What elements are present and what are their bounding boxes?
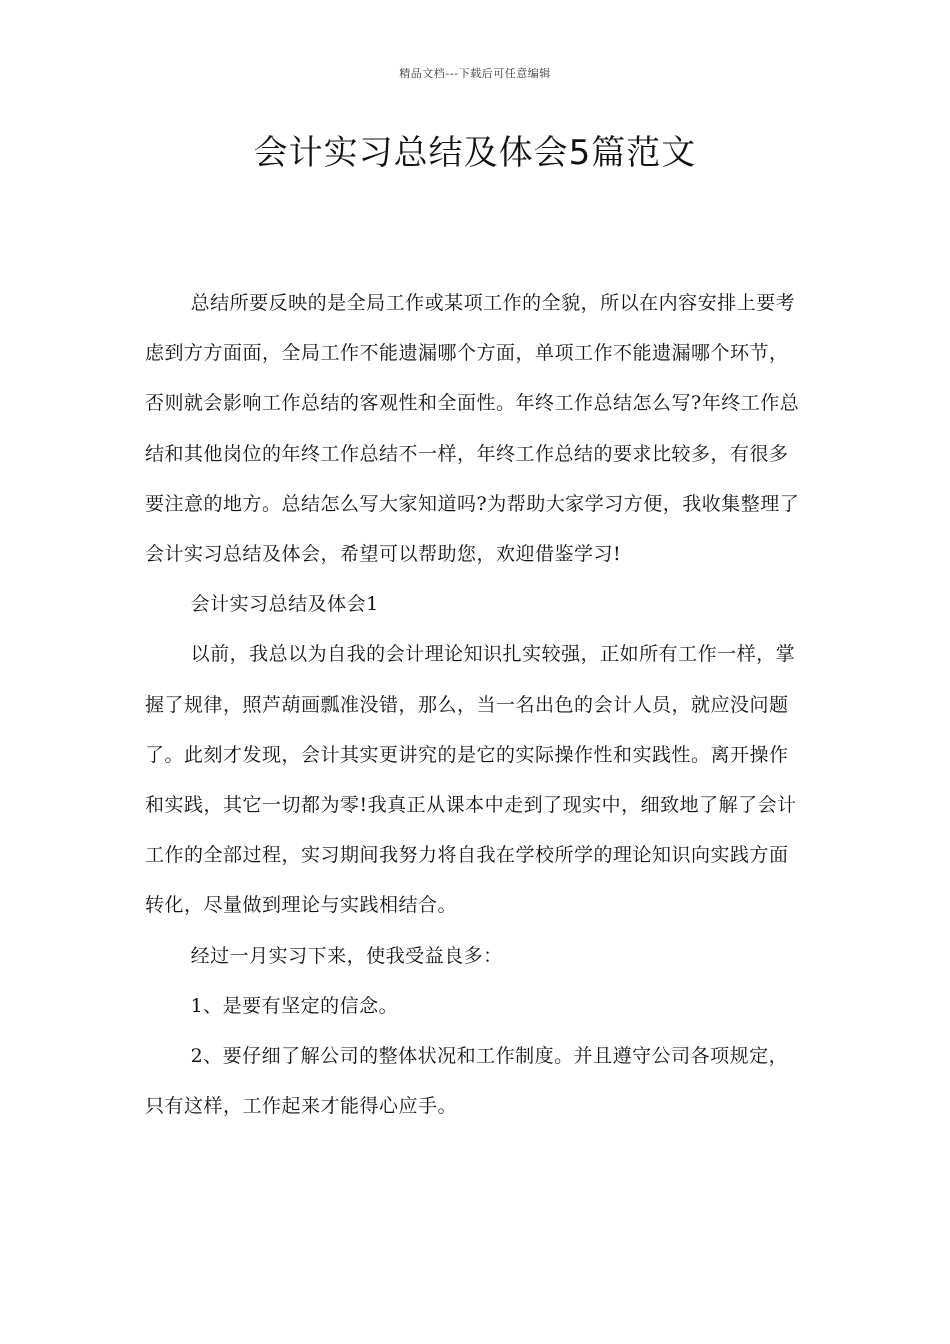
- benefit-item-2: 2、要仔细了解公司的整体状况和工作制度。并且遵守公司各项规定，只有这样，工作起来才能得心应手。: [145, 1045, 789, 1118]
- section-heading-1: 会计实习总结及体会1: [190, 593, 379, 616]
- document-title: 会计实习总结及体会5篇范文: [253, 133, 697, 173]
- document-body: [145, 278, 805, 1131]
- benefits-intro-paragraph: 经过一月实习下来，使我受益良多：: [190, 944, 503, 967]
- benefit-item-1: 1、是要有坚定的信念。: [190, 994, 399, 1017]
- intro-paragraph: 总结所要反映的是全局工作或某项工作的全貌，所以在内容安排上要考虑到方方面面，全局工作不能遗漏哪个方面，单项工作不能遗漏哪个环节，否则就会影响工作总结的客观性和全面性。年终工作总结怎么写?年终工作总结和其他岗位的年终工作总结不一样，年终工作总结的要求比较多，有很多要注意的地方。总结怎么写大家知道吗?为帮助大家学习方便，我收集整理了会计实习总结及体会，希望可以帮助您，欢迎借鉴学习!: [145, 292, 800, 566]
- section-1-paragraph: 以前，我总以为自我的会计理论知识扎实较强，正如所有工作一样，掌握了规律，照芦葫画瓢准没错，那么，当一名出色的会计人员，就应没问题了。此刻才发现，会计其实更讲究的是它的实际操作性和实践性。离开操作和实践，其它一切都为零!我真正从课本中走到了现实中，细致地了解了会计工作的全部过程，实习期间我努力将自我在学校所学的理论知识向实践方面转化，尽量做到理论与实践相结合。: [145, 643, 797, 917]
- header-note: 精品文档---下载后可任意编辑: [399, 67, 551, 80]
